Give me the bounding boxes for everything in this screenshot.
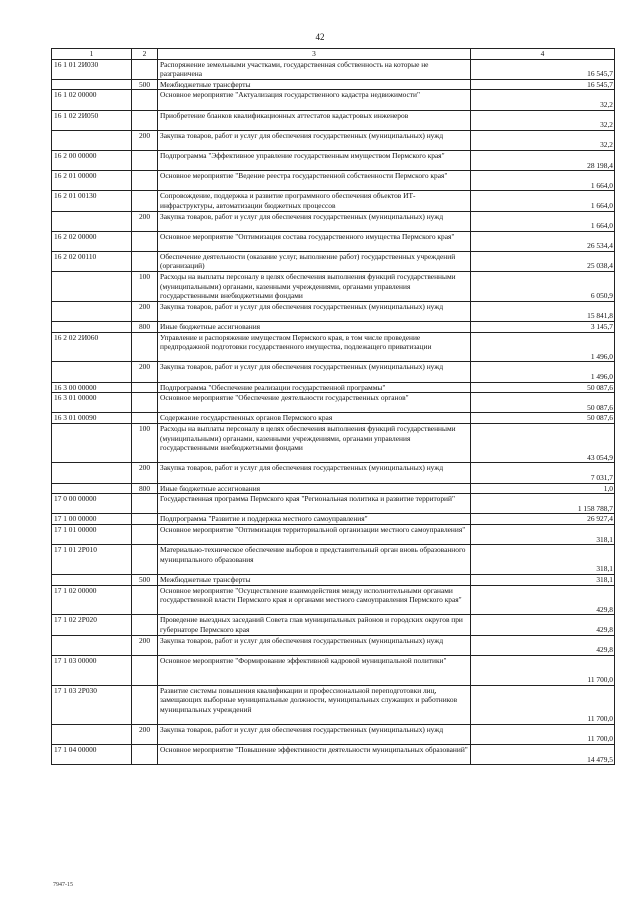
code-cell	[52, 272, 132, 302]
table-row	[52, 745, 615, 765]
description-cell: Государственная программа Пермского края "Региональная политика и развитие территорий"	[158, 494, 471, 514]
code-cell	[52, 211, 132, 231]
amount-cell: 50 087,6	[471, 413, 615, 424]
description-cell: Основное мероприятие "Ведение реестра государственной собственности Пермского края"	[158, 171, 471, 191]
description-cell: Управление и распоряжение имуществом Пермского края, в том числе проведение предпродажной подготовки государственного имущества, подлежащего приватизации	[158, 332, 471, 362]
page-number: 42	[315, 32, 325, 42]
table-row	[52, 251, 615, 271]
table-row	[52, 130, 615, 150]
amount-cell: 318,1	[471, 545, 615, 575]
code-cell	[52, 79, 132, 90]
code-cell	[52, 362, 132, 382]
expense-type-cell: 500	[132, 79, 158, 90]
table-row	[52, 150, 615, 170]
description-cell: Иные бюджетные ассигнования	[158, 483, 471, 494]
amount-cell: 16 545,7	[471, 79, 615, 90]
expense-type-cell: 100	[132, 272, 158, 302]
expense-type-cell: 100	[132, 424, 158, 463]
table-row	[52, 494, 615, 514]
table-row	[52, 393, 615, 413]
table-row	[52, 483, 615, 494]
table-row	[52, 463, 615, 483]
description-cell: Расходы на выплаты персоналу в целях обеспечения выполнения функций государственными (муниципальными) органами, казенными учреждениями, органами управления государственными внебюджетными фондами	[158, 424, 471, 463]
description-cell: Распоряжение земельными участками, государственная собственность на которые не разграничена	[158, 59, 471, 79]
table-row	[52, 301, 615, 321]
table-row	[52, 110, 615, 130]
description-cell: Основное мероприятие "Оптимизация территориальной организации местного самоуправления"	[158, 524, 471, 544]
expense-type-cell: 200	[132, 724, 158, 744]
table-row	[52, 424, 615, 463]
table-row	[52, 724, 615, 744]
code-cell: 16 3 01 00090	[52, 413, 132, 424]
expense-type-cell	[132, 514, 158, 525]
amount-cell: 11 700,0	[471, 724, 615, 744]
footer-code: 7947-15	[53, 882, 73, 888]
table-row	[52, 171, 615, 191]
code-cell	[52, 463, 132, 483]
description-cell: Основное мероприятие "Повышение эффективности деятельности муниципальных образований"	[158, 745, 471, 765]
description-cell: Сопровождение, поддержка и развитие программного обеспечения объектов ИТ-инфраструктуры, автоматизации бюджетных процессов	[158, 191, 471, 211]
amount-cell: 3 145,7	[471, 322, 615, 333]
amount-cell: 50 087,6	[471, 382, 615, 393]
amount-cell: 1 496,0	[471, 362, 615, 382]
code-cell: 17 1 03 2Р030	[52, 685, 132, 724]
code-cell	[52, 724, 132, 744]
description-cell: Подпрограмма "Развитие и поддержка местного самоуправления"	[158, 514, 471, 525]
table-row	[52, 585, 615, 615]
amount-cell: 429,8	[471, 615, 615, 635]
description-cell: Развитие системы повышения квалификации и профессиональной переподготовки лиц, замещающих выборные муниципальные должности, муниципальных служащих и работников муниципальных учреждений	[158, 685, 471, 724]
description-cell: Закупка товаров, работ и услуг для обеспечения государственных (муниципальных) нужд	[158, 130, 471, 150]
table-row	[52, 79, 615, 90]
code-cell: 16 3 00 00000	[52, 382, 132, 393]
description-cell: Закупка товаров, работ и услуг для обеспечения государственных (муниципальных) нужд	[158, 301, 471, 321]
table-row	[52, 191, 615, 211]
description-cell: Основное мероприятие "Актуализация государственного кадастра недвижимости"	[158, 90, 471, 110]
expense-type-cell	[132, 332, 158, 362]
expense-type-cell	[132, 545, 158, 575]
expense-type-cell: 200	[132, 130, 158, 150]
table-row	[52, 59, 615, 79]
expense-type-cell	[132, 615, 158, 635]
description-cell: Основное мероприятие "Оптимизация состава государственного имущества Пермского края"	[158, 231, 471, 251]
amount-cell: 32,2	[471, 90, 615, 110]
description-cell: Содержание государственных органов Пермского края	[158, 413, 471, 424]
expense-type-cell	[132, 382, 158, 393]
description-cell: Материально-техническое обеспечение выборов в представительный орган вновь образованного муниципального образования	[158, 545, 471, 575]
code-cell: 17 1 02 00000	[52, 585, 132, 615]
code-cell: 16 1 02 2И050	[52, 110, 132, 130]
expense-type-cell	[132, 685, 158, 724]
expense-type-cell	[132, 655, 158, 685]
code-cell: 17 0 00 00000	[52, 494, 132, 514]
description-cell: Закупка товаров, работ и услуг для обеспечения государственных (муниципальных) нужд	[158, 463, 471, 483]
table-row	[52, 685, 615, 724]
table-row	[52, 524, 615, 544]
description-cell: Подпрограмма "Обеспечение реализации государственной программы"	[158, 382, 471, 393]
amount-cell: 32,2	[471, 130, 615, 150]
amount-cell: 11 700,0	[471, 655, 615, 685]
expense-type-cell	[132, 59, 158, 79]
code-cell: 16 2 02 00110	[52, 251, 132, 271]
expense-type-cell	[132, 494, 158, 514]
amount-cell: 1 664,0	[471, 171, 615, 191]
budget-table	[51, 48, 615, 765]
table-row	[52, 574, 615, 585]
table-row	[52, 322, 615, 333]
expense-type-cell	[132, 110, 158, 130]
table-row	[52, 514, 615, 525]
table-row	[52, 332, 615, 362]
amount-cell: 25 038,4	[471, 251, 615, 271]
code-cell: 16 2 00 00000	[52, 150, 132, 170]
amount-cell: 14 479,5	[471, 745, 615, 765]
description-cell: Расходы на выплаты персоналу в целях обеспечения выполнения функций государственными (муниципальными) органами, казенными учреждениями, органами управления государственными внебюджетными фондами	[158, 272, 471, 302]
table-row	[52, 655, 615, 685]
table-header-row	[52, 49, 615, 60]
code-cell	[52, 301, 132, 321]
amount-cell: 1 664,0	[471, 191, 615, 211]
expense-type-cell	[132, 171, 158, 191]
description-cell: Закупка товаров, работ и услуг для обеспечения государственных (муниципальных) нужд	[158, 724, 471, 744]
amount-cell: 1 158 788,7	[471, 494, 615, 514]
description-cell: Закупка товаров, работ и услуг для обеспечения государственных (муниципальных) нужд	[158, 362, 471, 382]
expense-type-cell: 800	[132, 322, 158, 333]
table-row	[52, 90, 615, 110]
amount-cell: 1,0	[471, 483, 615, 494]
code-cell: 17 1 01 00000	[52, 524, 132, 544]
code-cell	[52, 635, 132, 655]
amount-cell: 26 534,4	[471, 231, 615, 251]
amount-cell: 16 545,7	[471, 59, 615, 79]
expense-type-cell	[132, 745, 158, 765]
table-row	[52, 413, 615, 424]
code-cell: 16 3 01 00000	[52, 393, 132, 413]
amount-cell: 429,8	[471, 585, 615, 615]
amount-cell: 318,1	[471, 574, 615, 585]
table-row	[52, 382, 615, 393]
table-row	[52, 362, 615, 382]
expense-type-cell: 800	[132, 483, 158, 494]
expense-type-cell	[132, 524, 158, 544]
code-cell	[52, 483, 132, 494]
code-cell: 16 1 02 00000	[52, 90, 132, 110]
description-cell: Подпрограмма "Эффективное управление государственным имуществом Пермского края"	[158, 150, 471, 170]
expense-type-cell: 500	[132, 574, 158, 585]
description-cell: Закупка товаров, работ и услуг для обеспечения государственных (муниципальных) нужд	[158, 211, 471, 231]
description-cell: Обеспечение деятельности (оказание услуг, выполнение работ) государственных учреждений (организаций)	[158, 251, 471, 271]
amount-cell: 28 198,4	[471, 150, 615, 170]
expense-type-cell	[132, 393, 158, 413]
expense-type-cell: 200	[132, 211, 158, 231]
amount-cell: 43 054,9	[471, 424, 615, 463]
amount-cell: 318,1	[471, 524, 615, 544]
description-cell: Межбюджетные трансферты	[158, 79, 471, 90]
header-col-4: 4	[471, 49, 615, 60]
code-cell	[52, 130, 132, 150]
expense-type-cell	[132, 231, 158, 251]
description-cell: Проведение выездных заседаний Совета глав муниципальных районов и городских округов при губернаторе Пермского края	[158, 615, 471, 635]
code-cell	[52, 574, 132, 585]
table-row	[52, 272, 615, 302]
amount-cell: 15 841,8	[471, 301, 615, 321]
table-row	[52, 615, 615, 635]
budget-table-body	[52, 49, 615, 765]
table-row	[52, 231, 615, 251]
expense-type-cell: 200	[132, 301, 158, 321]
header-col-2: 2	[132, 49, 158, 60]
code-cell: 16 2 02 00000	[52, 231, 132, 251]
amount-cell: 1 496,0	[471, 332, 615, 362]
amount-cell: 1 664,0	[471, 211, 615, 231]
code-cell	[52, 322, 132, 333]
expense-type-cell: 200	[132, 362, 158, 382]
code-cell: 17 1 00 00000	[52, 514, 132, 525]
amount-cell: 11 700,0	[471, 685, 615, 724]
amount-cell: 429,8	[471, 635, 615, 655]
code-cell: 17 1 04 00000	[52, 745, 132, 765]
code-cell: 16 2 01 00000	[52, 171, 132, 191]
expense-type-cell	[132, 585, 158, 615]
code-cell: 17 1 01 2Р010	[52, 545, 132, 575]
description-cell: Основное мероприятие "Осуществление взаимодействия между исполнительными органами государственной власти Пермского края и органами местного самоуправления Пермского края"	[158, 585, 471, 615]
table-row	[52, 545, 615, 575]
code-cell: 16 1 01 2И030	[52, 59, 132, 79]
description-cell: Иные бюджетные ассигнования	[158, 322, 471, 333]
description-cell: Основное мероприятие "Формирование эффективной кадровой муниципальной политики"	[158, 655, 471, 685]
description-cell: Закупка товаров, работ и услуг для обеспечения государственных (муниципальных) нужд	[158, 635, 471, 655]
amount-cell: 32,2	[471, 110, 615, 130]
code-cell: 16 2 01 00130	[52, 191, 132, 211]
code-cell: 17 1 03 00000	[52, 655, 132, 685]
expense-type-cell: 200	[132, 635, 158, 655]
header-col-3: 3	[158, 49, 471, 60]
description-cell: Межбюджетные трансферты	[158, 574, 471, 585]
expense-type-cell	[132, 413, 158, 424]
amount-cell: 7 031,7	[471, 463, 615, 483]
expense-type-cell	[132, 191, 158, 211]
header-col-1: 1	[52, 49, 132, 60]
expense-type-cell	[132, 251, 158, 271]
amount-cell: 26 927,4	[471, 514, 615, 525]
description-cell: Основное мероприятие "Обеспечение деятельности государственных органов"	[158, 393, 471, 413]
code-cell	[52, 424, 132, 463]
table-row	[52, 211, 615, 231]
expense-type-cell: 200	[132, 463, 158, 483]
code-cell: 16 2 02 2И060	[52, 332, 132, 362]
amount-cell: 6 050,9	[471, 272, 615, 302]
description-cell: Приобретение бланков квалификационных аттестатов кадастровых инженеров	[158, 110, 471, 130]
expense-type-cell	[132, 90, 158, 110]
amount-cell: 50 087,6	[471, 393, 615, 413]
code-cell: 17 1 02 2Р020	[52, 615, 132, 635]
expense-type-cell	[132, 150, 158, 170]
table-row	[52, 635, 615, 655]
